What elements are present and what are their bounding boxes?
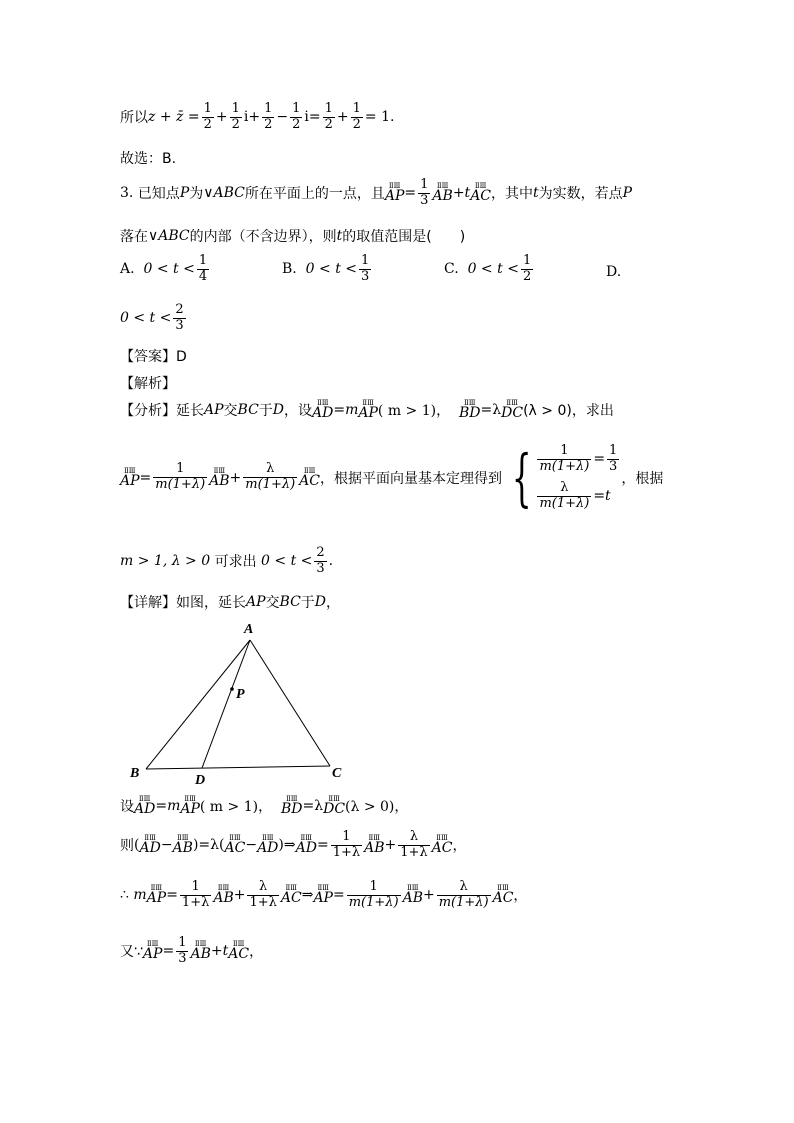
side-bc [146, 766, 330, 769]
label-p: P [236, 687, 245, 702]
side-ac [250, 640, 330, 766]
expr: z + z̄ = [148, 109, 200, 126]
side-ab [146, 640, 250, 769]
segment-ad [202, 640, 250, 768]
question-3-line-2: 落在 ∨ABC 的内部（不含边界），则 t 的取值范围是( ) [120, 228, 466, 245]
triangle-figure [120, 615, 360, 790]
point-p [230, 687, 234, 691]
option-a[interactable]: A. 0 < t < $\frac{1}{4}$ [120, 253, 208, 284]
option-d-label[interactable]: D. [606, 264, 622, 280]
label-a: A [244, 622, 254, 637]
detail-line-1: 【详解】 如图，延长 AP 交 BC 于 D ， [120, 594, 341, 611]
question-3-line-1: 3. 已知点 P 为 ∨ABC 所在平面上的一点，且 ⅡⅢ AP = $\frac{1}{3}$ ⅡⅢ AB + t ⅡⅢ AC ，其中 t 为实数，若点 P [120, 177, 633, 208]
label-d: D [195, 773, 206, 788]
analysis-tag: 【解析】 [120, 376, 176, 392]
analysis-line-3: m > 1, λ > 0 可求出 0 < t < $\frac{2}{3}$ . [120, 545, 334, 576]
text: 所以 [120, 110, 148, 127]
option-b[interactable]: B. 0 < t < $\frac{1}{3}$ [282, 253, 370, 284]
analysis-line-1: 【分析】 延长 AP 交 BC 于 D ，设 ⅡⅢ AD = m ⅡⅢ AP ( m > 1)， ⅡⅢ BD = λ ⅡⅢ DC (λ > 0)，求出 [120, 399, 614, 421]
label-b: B [130, 766, 140, 781]
fraction: $\frac{1}{2}$ [231, 101, 240, 132]
analysis-line-2: ⅡⅢ AP = $\frac{1}{m(1+\lambda)}$ ⅡⅢ AB + $\frac{\lambda}{m(1+\lambda)}$ ⅡⅢ AC ，根据平面向量基本定理得到 { $\frac{1}{m(1+\lambda)}$ = $\frac{1}{3}$ $\frac{\lambda}{m(1+\lambda)}$ = t ，根据 [120, 440, 664, 514]
fraction: $\frac{1}{2}$ [264, 101, 273, 132]
left-brace: { [511, 440, 532, 514]
step-4: 又∵ ⅡⅢ AP = $\frac{1}{3}$ ⅡⅢ AB + t ⅡⅢ AC ， [120, 935, 264, 966]
fraction: $\frac{1}{2}$ [352, 101, 361, 132]
equation-system: $\frac{1}{m(1+\lambda)}$ = $\frac{1}{3}$ $\frac{\lambda}{m(1+\lambda)}$ = t [539, 443, 618, 511]
step-1: 设 ⅡⅢ AD = m ⅡⅢ AP ( m > 1)， ⅡⅢ BD = λ ⅡⅢ DC (λ > 0)， [120, 795, 409, 817]
fraction: $\frac{1}{2}$ [203, 101, 212, 132]
step-2: 则 ( ⅡⅢ AD − ⅡⅢ AB )= λ ( ⅡⅢ AC − ⅡⅢ AD ) ⇒ ⅡⅢ AD = $\frac{1}{1+\lambda}$ ⅡⅢ AB + $\frac{\lambda}{1+\lambda}$ ⅡⅢ AC ， [120, 829, 467, 860]
option-d-value[interactable]: 0 < t < $\frac{2}{3}$ [120, 302, 184, 333]
answer-tag: 【答案】D [120, 349, 187, 365]
option-c[interactable]: C. 0 < t < $\frac{1}{2}$ [444, 253, 532, 284]
label-c: C [332, 766, 342, 781]
answer-choice-line: 故选：B. [120, 151, 177, 167]
line-z-sum: 所以 z + z̄ = $\frac{1}{2}$ + $\frac{1}{2}$ i + $\frac{1}{2}$ − $\frac{1}{2}$ i = $\frac{1}{2}$ + $\frac{1}{2}$ = 1. [120, 101, 395, 132]
fraction: $\frac{1}{2}$ [292, 101, 301, 132]
step-3: ∴ m ⅡⅢ AP = $\frac{1}{1+\lambda}$ ⅡⅢ AB + $\frac{\lambda}{1+\lambda}$ ⅡⅢ AC ⇒ ⅡⅢ AP = $\frac{1}{m(1+\lambda)}$ ⅡⅢ AB + $\frac{\lambda}{m(1+\lambda)}$ ⅡⅢ AC ， [120, 879, 528, 910]
fraction: $\frac{1}{2}$ [324, 101, 333, 132]
